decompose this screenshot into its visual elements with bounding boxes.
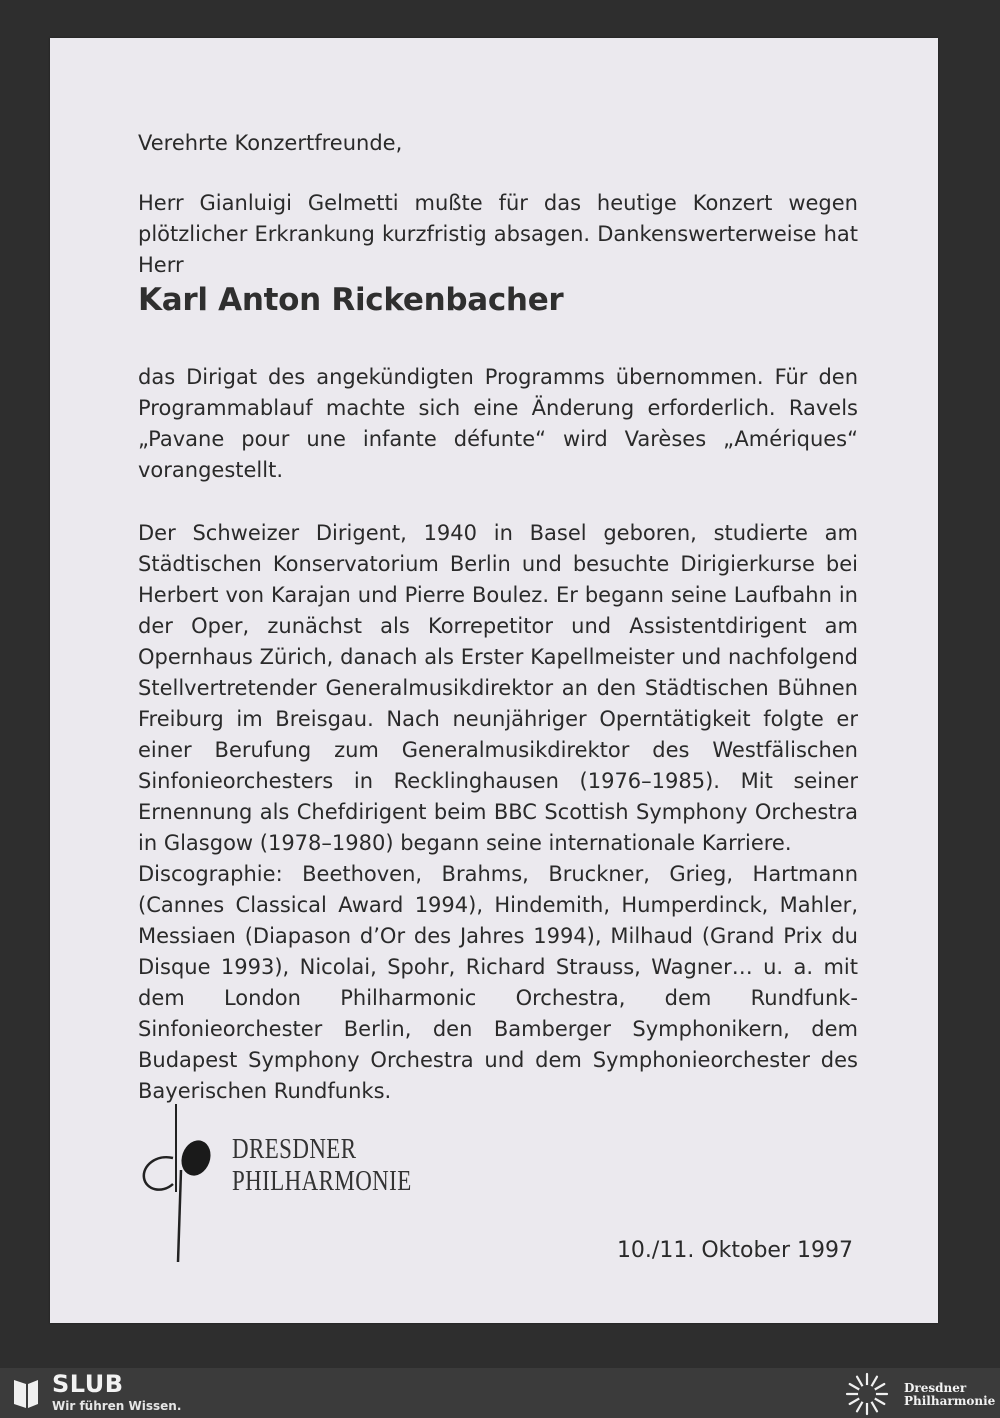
- conductor-name: Karl Anton Rickenbacher: [138, 282, 564, 318]
- letter-sheet: [50, 38, 938, 1323]
- takeover-paragraph: das Dirigat des angekündigten Programms übernommen. Für den Programmablauf machte sich eine Änderung erforderlich. Ravels „Pavane pour une infante défunte“ wird Varèses „Amériques“ vorangestellt.: [138, 365, 858, 482]
- intro-paragraph: Herr Gianluigi Gelmetti mußte für das heutige Konzert wegen plötzlicher Erkrankung kurzfristig absagen. Dankenswerterweise hat Herr: [138, 191, 858, 277]
- dresdner-philharmonie-emblem-icon: [842, 1371, 892, 1417]
- slub-logo-text: SLUB: [52, 1370, 124, 1398]
- discography-text: Discographie: Beethoven, Brahms, Bruckner, Grieg, Hartmann (Cannes Classical Award 1994), Hindemith, Humperdinck, Mahler, Messiaen (Diapason d’Or des Jahres 1994), Milhaud (Grand Prix du Disque 1993), Nicolai, Spohr, Richard Strauss, Wagner… u. a. mit dem London Philharmonic Orchestra, dem Rundfunk-Sinfonieorchester Berlin, den Bamberger Symphonikern, dem Budapest Symphony Orchestra und dem Symphonieorchester des Bayerischen Rundfunks.: [138, 862, 858, 1103]
- partner-line-1: Dresdner: [904, 1381, 967, 1395]
- letter-date: 10./11. Oktober 1997: [616, 1238, 853, 1263]
- logo-line-2: PHILHARMONIE: [232, 1166, 412, 1197]
- slub-tagline: Wir führen Wissen.: [52, 1399, 182, 1413]
- logo-line-1: DRESDNER: [232, 1134, 357, 1165]
- logo-wordmark: [232, 1134, 412, 1198]
- slub-book-icon: [12, 1376, 40, 1410]
- dresdner-philharmonie-footer-name: [904, 1382, 995, 1408]
- dp-monogram-icon: [136, 1100, 216, 1270]
- partner-line-2: Philharmonie: [904, 1394, 996, 1408]
- greeting: Verehrte Konzertfreunde,: [138, 131, 403, 155]
- dresdner-philharmonie-logo: [136, 1100, 436, 1270]
- biography-paragraph: [138, 518, 858, 1107]
- biography-text: Der Schweizer Dirigent, 1940 in Basel geboren, studierte am Städtischen Konservatorium Berlin und besuchte Dirigierkurse bei Herbert von Karajan und Pierre Boulez. Er begann seine Laufbahn in der Oper, zunächst als Korrepetitor und Assistentdirigent am Opernhaus Zürich, danach als Erster Kapellmeister und nachfolgend Stellvertretender Generalmusikdirektor an den Städtischen Bühnen Freiburg im Breisgau. Nach neunjähriger Operntätigkeit folgte er einer Berufung zum Generalmusikdirektor des Westfälischen Sinfonieorchesters in Recklinghausen (1976–1985). Mit seiner Ernennung als Chefdirigent beim BBC Scottish Symphony Orchestra in Glasgow (1978–1980) begann seine internationale Karriere.: [138, 521, 858, 855]
